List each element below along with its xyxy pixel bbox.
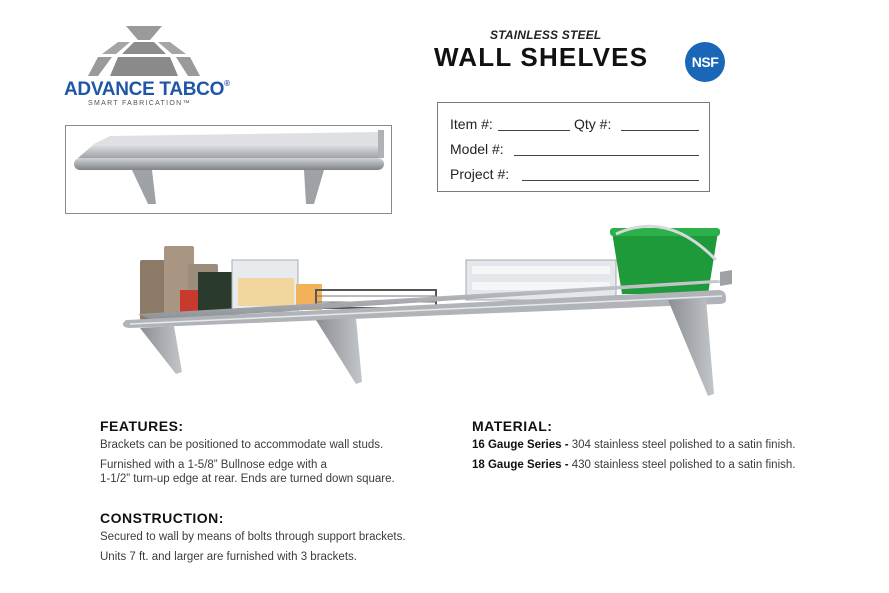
registered-mark: ® (224, 79, 230, 88)
brand-tagline: SMART FABRICATION™ (88, 100, 191, 107)
nsf-badge: NSF (685, 42, 725, 82)
construction-heading: CONSTRUCTION: (100, 510, 224, 526)
product-illustration (65, 125, 392, 214)
logo-mark-icon (88, 26, 200, 78)
page-title: WALL SHELVES (434, 42, 649, 72)
features-heading: FEATURES: (100, 418, 184, 434)
construction-line-2: Units 7 ft. and larger are furnished with 3 brackets. (100, 551, 357, 563)
material-heading: MATERIAL: (472, 418, 553, 434)
item-label: Item #: (450, 116, 493, 132)
project-field[interactable] (522, 180, 699, 181)
qty-label: Qty #: (574, 116, 612, 132)
item-field[interactable] (498, 130, 570, 131)
order-form (437, 102, 710, 192)
brand-name: ADVANCE TABCO® (64, 79, 230, 100)
qty-field[interactable] (621, 130, 699, 131)
features-line-2: Furnished with a 1-5/8” Bullnose edge with a (100, 459, 327, 471)
material-18-gauge-text: 430 stainless steel polished to a satin finish. (568, 459, 796, 471)
features-line-1: Brackets can be positioned to accommodate wall studs. (100, 439, 384, 451)
material-16-gauge (472, 437, 795, 453)
material-16-gauge-text: 304 stainless steel polished to a satin finish. (568, 439, 796, 451)
page-subtitle: STAINLESS STEEL (490, 28, 602, 42)
model-label: Model #: (450, 141, 504, 157)
material-18-gauge (472, 457, 795, 473)
features-line-3: 1-1/2” turn-up edge at rear. Ends are turned down square. (100, 473, 395, 485)
brand-logo (64, 26, 240, 110)
project-label: Project #: (450, 166, 510, 182)
material-18-gauge-label: 18 Gauge Series - (472, 459, 569, 471)
construction-line-1: Secured to wall by means of bolts through support brackets. (100, 531, 406, 543)
shelf-photo (120, 220, 740, 400)
material-16-gauge-label: 16 Gauge Series - (472, 439, 569, 451)
model-field[interactable] (514, 155, 699, 156)
